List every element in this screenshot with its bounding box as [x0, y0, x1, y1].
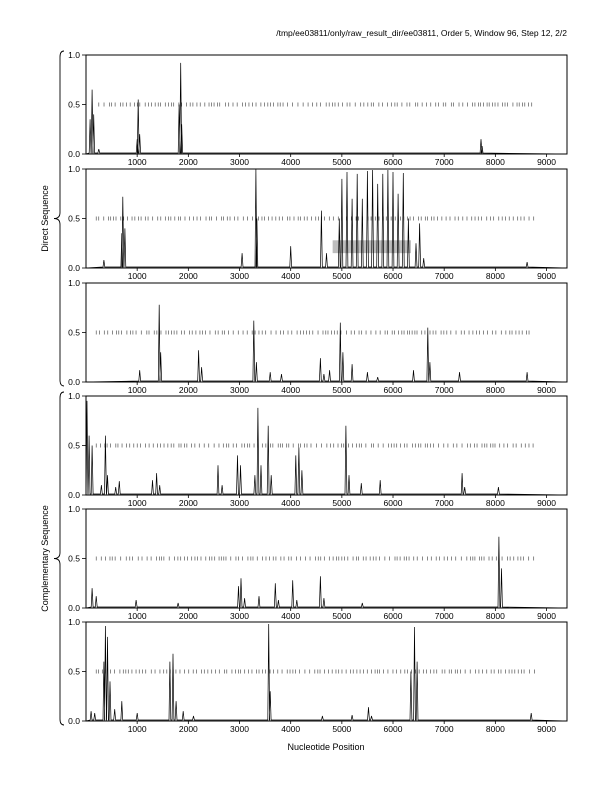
x-tick-label: 3000: [230, 498, 249, 508]
y-tick-label: 0.0: [68, 490, 80, 500]
x-tick-label: 9000: [537, 611, 556, 621]
group-label: Direct Sequence: [40, 185, 50, 252]
group-label: Complementary Sequence: [40, 505, 50, 612]
y-tick-label: 1.0: [68, 391, 80, 401]
x-tick-label: 1000: [127, 724, 147, 734]
x-tick-label: 2000: [178, 385, 198, 395]
group-brace: [54, 51, 64, 386]
x-tick-label: 3000: [230, 724, 249, 734]
y-tick-label: 0.0: [68, 149, 80, 159]
x-tick-label: 7000: [434, 271, 454, 281]
y-tick-label: 0.5: [68, 213, 80, 224]
score-trace: [86, 624, 567, 721]
x-tick-label: 2000: [178, 157, 198, 167]
y-tick-label: 1.0: [68, 278, 80, 288]
x-tick-label: 1000: [127, 271, 147, 281]
group-1: [40, 51, 64, 386]
group-2: [40, 392, 64, 725]
panel-frame: [86, 509, 567, 608]
x-tick-label: 9000: [537, 724, 556, 734]
y-tick-label: 0.5: [68, 666, 80, 677]
x-tick-label: 6000: [383, 157, 403, 167]
x-tick-label: 9000: [537, 271, 556, 281]
x-tick-label: 4000: [281, 271, 301, 281]
x-tick-label: 3000: [230, 385, 249, 395]
panel-1: [68, 50, 567, 167]
y-tick-label: 0.5: [68, 553, 80, 564]
panel-frame: [86, 622, 567, 721]
score-trace: [86, 63, 567, 154]
panel-6: [68, 617, 567, 734]
x-tick-label: 8000: [485, 385, 505, 395]
x-tick-label: 9000: [537, 157, 556, 167]
panel-5: [68, 504, 567, 621]
y-tick-label: 1.0: [68, 504, 80, 514]
y-tick-label: 0.5: [68, 440, 80, 451]
x-tick-label: 3000: [230, 157, 249, 167]
x-tick-label: 6000: [383, 724, 403, 734]
y-tick-label: 0.5: [68, 99, 80, 110]
y-tick-label: 1.0: [68, 50, 80, 60]
x-tick-label: 6000: [383, 498, 403, 508]
x-tick-label: 1000: [127, 611, 147, 621]
x-tick-label: 1000: [127, 157, 147, 167]
y-tick-label: 1.0: [68, 164, 80, 174]
panel-2: [68, 164, 567, 281]
x-tick-label: 7000: [434, 611, 454, 621]
x-tick-label: 9000: [537, 498, 556, 508]
x-axis-label: Nucleotide Position: [287, 742, 365, 752]
score-trace: [86, 537, 567, 608]
x-tick-label: 8000: [485, 498, 505, 508]
x-tick-label: 3000: [230, 271, 249, 281]
x-tick-label: 3000: [230, 611, 249, 621]
x-tick-label: 5000: [332, 724, 352, 734]
chart-title: /tmp/ee03811/only/raw_result_dir/ee03811, Order 5, Window 96, Step 12, 2/2: [276, 28, 567, 38]
y-tick-label: 0.0: [68, 263, 80, 273]
x-tick-label: 5000: [332, 611, 352, 621]
x-tick-label: 2000: [178, 611, 198, 621]
x-tick-label: 8000: [485, 157, 505, 167]
x-tick-label: 9000: [537, 385, 556, 395]
y-tick-label: 0.0: [68, 603, 80, 613]
x-tick-label: 8000: [485, 271, 505, 281]
x-tick-label: 6000: [383, 385, 403, 395]
y-tick-label: 0.5: [68, 327, 80, 338]
sequence-groups: [40, 51, 64, 725]
x-tick-label: 5000: [332, 157, 352, 167]
x-tick-label: 1000: [127, 498, 147, 508]
x-tick-label: 8000: [485, 611, 505, 621]
score-trace: [86, 305, 567, 382]
y-tick-label: 1.0: [68, 617, 80, 627]
x-tick-label: 5000: [332, 498, 352, 508]
x-tick-label: 7000: [434, 385, 454, 395]
x-tick-label: 7000: [434, 157, 454, 167]
y-tick-label: 0.0: [68, 377, 80, 387]
x-tick-label: 8000: [485, 724, 505, 734]
x-tick-label: 2000: [178, 271, 198, 281]
y-tick-label: 0.0: [68, 716, 80, 726]
x-tick-label: 7000: [434, 498, 454, 508]
x-tick-label: 6000: [383, 271, 403, 281]
x-tick-label: 1000: [127, 385, 147, 395]
x-tick-label: 6000: [383, 611, 403, 621]
x-tick-label: 4000: [281, 385, 301, 395]
x-tick-label: 4000: [281, 498, 301, 508]
x-tick-label: 4000: [281, 157, 301, 167]
score-trace: [86, 401, 567, 495]
panel-3: [68, 278, 567, 395]
x-tick-label: 2000: [178, 498, 198, 508]
x-tick-label: 5000: [332, 385, 352, 395]
x-tick-label: 5000: [332, 271, 352, 281]
x-tick-label: 2000: [178, 724, 198, 734]
score-trace: [86, 169, 567, 268]
x-tick-label: 4000: [281, 611, 301, 621]
x-tick-label: 4000: [281, 724, 301, 734]
panels: [68, 50, 567, 734]
x-tick-label: 7000: [434, 724, 454, 734]
group-brace: [54, 392, 64, 725]
panel-frame: [86, 169, 567, 268]
panel-4: [68, 391, 567, 508]
